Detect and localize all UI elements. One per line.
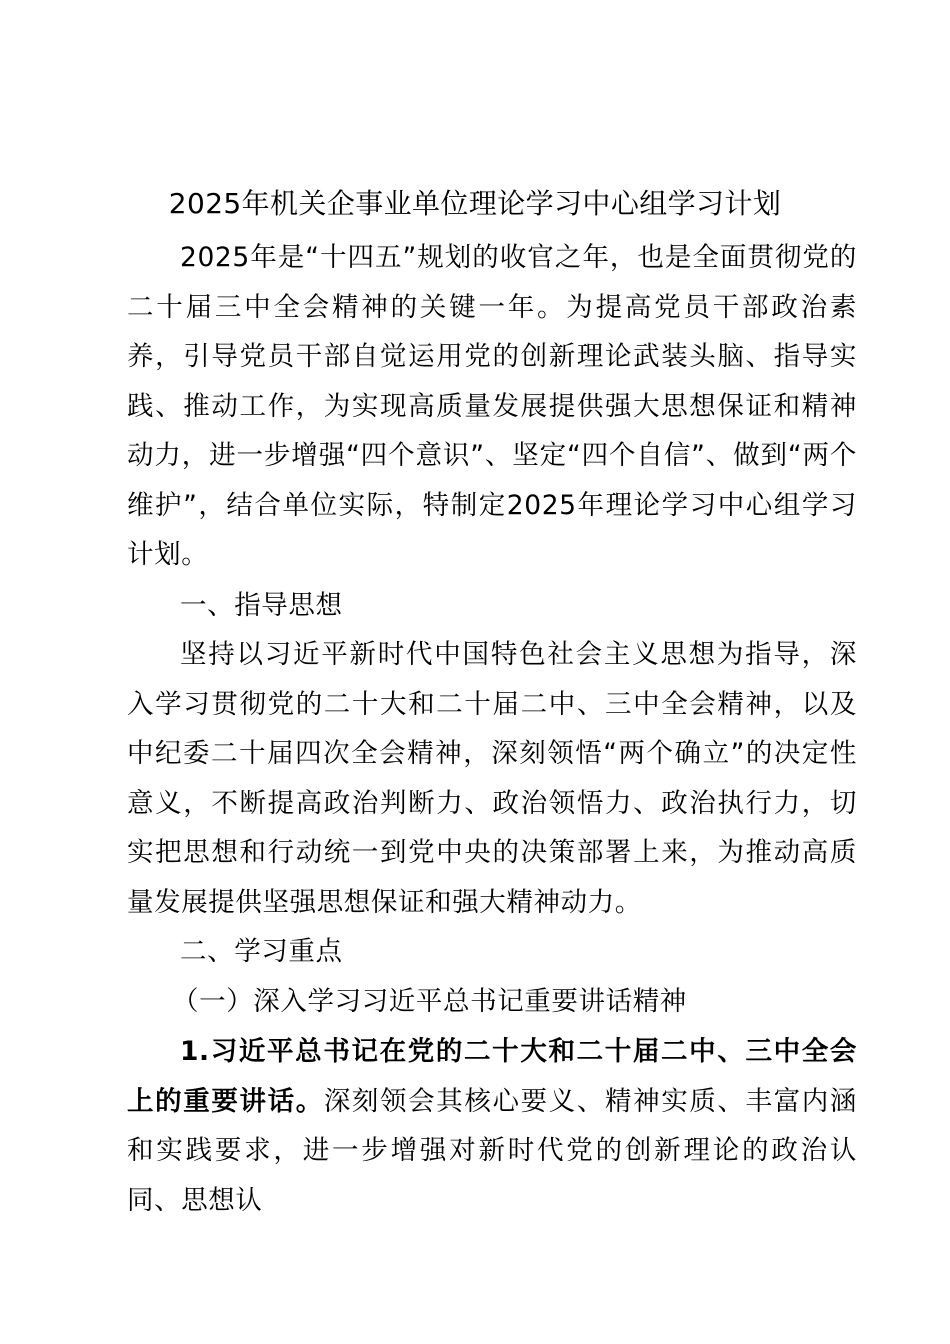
section-heading-study-focus: 二、学习重点 — [180, 936, 343, 967]
section-heading-guiding-ideology: 一、指导思想 — [180, 590, 343, 621]
study-item-1-paragraph — [127, 1027, 857, 1225]
subsection-heading-speeches: （一）深入学习习近平总书记重要讲话精神 — [172, 986, 687, 1017]
study-item-1-body: 深刻领会其核心要义、精神实质、丰富内涵和实践要求，进一步增强对新时代党的创新理论的政治认同、思想认 — [127, 1085, 857, 1216]
document-title: 2025年机关企事业单位理论学习中心组学习计划 — [168, 187, 782, 220]
guiding-ideology-paragraph: 坚持以习近平新时代中国特色社会主义思想为指导，深入学习贯彻党的二十大和二十届二中、三中全会精神，以及中纪委二十届四次全会精神，深刻领悟“两个确立”的决定性意义，不断提高政治判断力、政治领悟力、政治执行力，切实把思想和行动统一到党中央的决策部署上来，为推动高质量发展提供坚强思想保证和强大精神动力。 — [127, 639, 857, 918]
study-item-1-lead: 1.习近平总书记在党的二十大和二十届二中、三中全会上的重要讲话。 — [127, 1036, 857, 1117]
intro-paragraph: 2025年是“十四五”规划的收官之年，也是全面贯彻党的二十届三中全会精神的关键一年。为提高党员干部政治素养，引导党员干部自觉运用党的创新理论武装头脑、指导实践、推动工作，为实现高质量发展提供强大思想保证和精神动力，进一步增强“四个意识”、坚定“四个自信”、做到“两个维护”，结合单位实际，特制定2025年理论学习中心组学习计划。 — [127, 242, 857, 570]
